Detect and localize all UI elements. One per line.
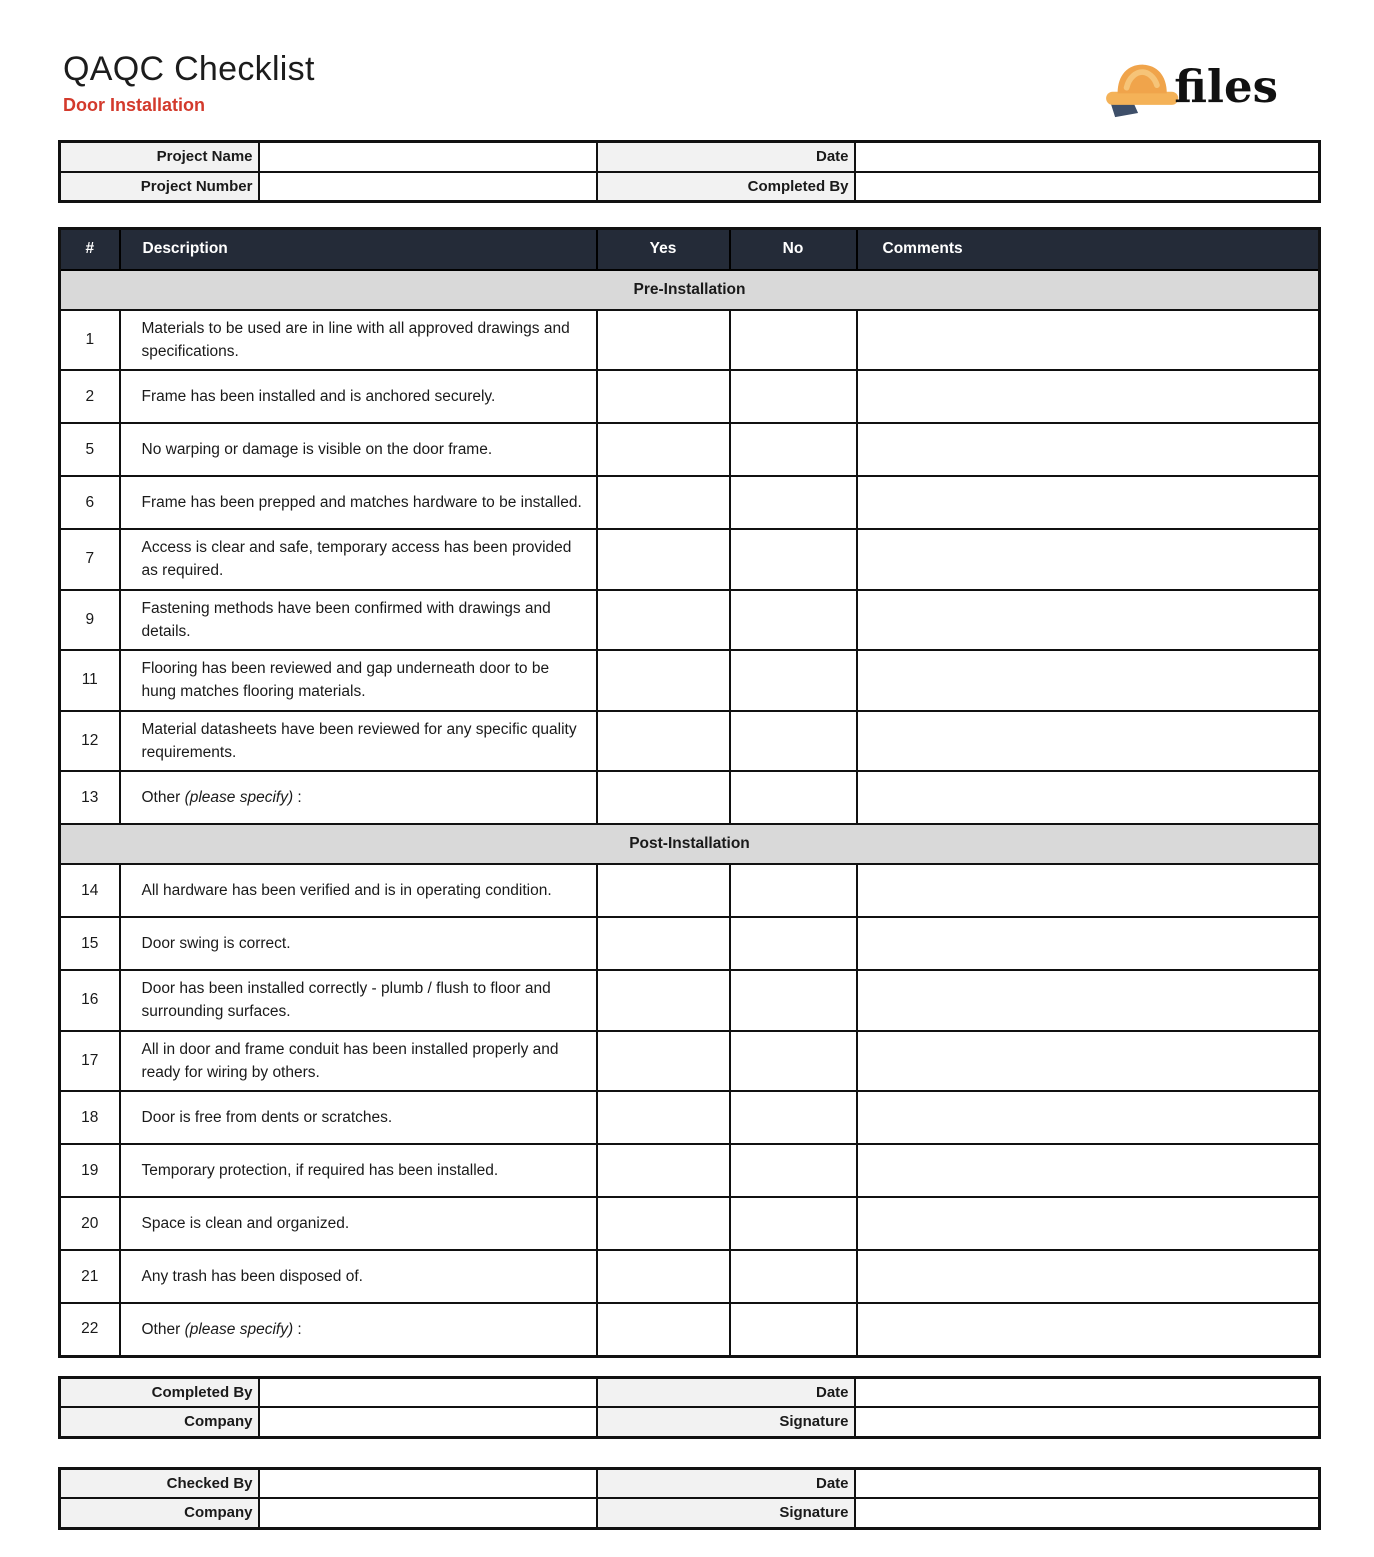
row-description <box>120 476 597 529</box>
row-description <box>120 1031 597 1092</box>
logo-text: files <box>1174 59 1278 113</box>
column-header-no: No <box>730 229 857 270</box>
item-text-italic: (please specify) <box>184 1320 294 1338</box>
item-text: All hardware has been verified and is in operating condition. <box>141 881 552 899</box>
section-title: Pre-Installation <box>60 270 1320 310</box>
completed-by-label: Completed By <box>597 172 855 202</box>
no-cell[interactable] <box>730 1197 857 1250</box>
row-description <box>120 1303 597 1356</box>
checked-by-table <box>58 1467 1321 1530</box>
comments-cell[interactable] <box>857 1031 1320 1092</box>
project-name-label: Project Name <box>60 142 259 172</box>
no-cell[interactable] <box>730 423 857 476</box>
signoff-row <box>60 1498 1320 1528</box>
yes-cell[interactable] <box>597 370 730 423</box>
yes-cell[interactable] <box>597 1031 730 1092</box>
item-text: Space is clean and organized. <box>141 1214 350 1232</box>
comments-cell[interactable] <box>857 1144 1320 1197</box>
item-text: Door swing is correct. <box>141 934 291 952</box>
row-number: 22 <box>60 1303 120 1356</box>
column-header-comments: Comments <box>857 229 1320 270</box>
row-number: 11 <box>60 650 120 711</box>
company-label: Company <box>60 1498 259 1528</box>
no-cell[interactable] <box>730 476 857 529</box>
signature-input[interactable] <box>855 1407 1320 1437</box>
completed-by-input[interactable] <box>259 1377 597 1407</box>
yes-cell[interactable] <box>597 423 730 476</box>
signoff-row <box>60 1377 1320 1407</box>
date-input[interactable] <box>855 142 1320 172</box>
checklist-row <box>60 476 1320 529</box>
checklist-row <box>60 1197 1320 1250</box>
row-description <box>120 650 597 711</box>
checklist-row <box>60 370 1320 423</box>
comments-cell[interactable] <box>857 370 1320 423</box>
column-header-description: Description <box>120 229 597 270</box>
completed-by-table <box>58 1376 1321 1439</box>
row-number: 6 <box>60 476 120 529</box>
section-row <box>60 270 1320 310</box>
checklist-row <box>60 650 1320 711</box>
checklist-row <box>60 1091 1320 1144</box>
no-cell[interactable] <box>730 590 857 651</box>
item-text: Other <box>141 1320 185 1338</box>
row-number: 18 <box>60 1091 120 1144</box>
no-cell[interactable] <box>730 864 857 917</box>
comments-cell[interactable] <box>857 529 1320 590</box>
no-cell[interactable] <box>730 970 857 1031</box>
row-description <box>120 590 597 651</box>
section-title: Post-Installation <box>60 824 1320 864</box>
row-number: 19 <box>60 1144 120 1197</box>
comments-cell[interactable] <box>857 476 1320 529</box>
no-cell[interactable] <box>730 711 857 772</box>
checklist-row <box>60 1250 1320 1303</box>
row-description <box>120 771 597 824</box>
yes-cell[interactable] <box>597 529 730 590</box>
row-description <box>120 711 597 772</box>
yes-cell[interactable] <box>597 1303 730 1356</box>
checklist-header-row <box>60 229 1320 270</box>
yes-cell[interactable] <box>597 476 730 529</box>
yes-cell[interactable] <box>597 771 730 824</box>
yes-cell[interactable] <box>597 310 730 371</box>
company-label: Company <box>60 1407 259 1437</box>
no-cell[interactable] <box>730 370 857 423</box>
row-description <box>120 1144 597 1197</box>
checklist-row <box>60 1144 1320 1197</box>
signature-label: Signature <box>597 1407 855 1437</box>
comments-cell[interactable] <box>857 711 1320 772</box>
project-info-row <box>60 172 1320 202</box>
item-text: Door is free from dents or scratches. <box>141 1108 393 1126</box>
item-text: Frame has been installed and is anchored securely. <box>141 387 496 405</box>
item-text: Materials to be used are in line with all approved drawings and specifications. <box>141 319 570 360</box>
no-cell[interactable] <box>730 529 857 590</box>
row-number: 14 <box>60 864 120 917</box>
yes-cell[interactable] <box>597 711 730 772</box>
section-row <box>60 824 1320 864</box>
checklist-row <box>60 590 1320 651</box>
comments-cell[interactable] <box>857 1303 1320 1356</box>
comments-cell[interactable] <box>857 310 1320 371</box>
title-block <box>58 50 315 116</box>
no-cell[interactable] <box>730 917 857 970</box>
no-cell[interactable] <box>730 1144 857 1197</box>
item-text: All in door and frame conduit has been installed properly and ready for wiring by others. <box>141 1040 559 1081</box>
item-text-suffix: : <box>293 1320 302 1338</box>
comments-cell[interactable] <box>857 1091 1320 1144</box>
row-description <box>120 970 597 1031</box>
project-info-row <box>60 142 1320 172</box>
checklist-row <box>60 310 1320 371</box>
no-cell[interactable] <box>730 650 857 711</box>
row-number: 17 <box>60 1031 120 1092</box>
comments-cell[interactable] <box>857 423 1320 476</box>
signature-label: Signature <box>597 1498 855 1528</box>
row-number: 9 <box>60 590 120 651</box>
yes-cell[interactable] <box>597 1144 730 1197</box>
row-number: 1 <box>60 310 120 371</box>
yes-cell[interactable] <box>597 1250 730 1303</box>
yes-cell[interactable] <box>597 864 730 917</box>
no-cell[interactable] <box>730 1091 857 1144</box>
signature-input[interactable] <box>855 1498 1320 1528</box>
checklist-row <box>60 970 1320 1031</box>
row-number: 12 <box>60 711 120 772</box>
item-text: Material datasheets have been reviewed for any specific quality requirements. <box>141 720 577 761</box>
brand-logo <box>1102 54 1278 118</box>
item-text: Any trash has been disposed of. <box>141 1267 363 1285</box>
item-text: Temporary protection, if required has been installed. <box>141 1161 499 1179</box>
document-content <box>58 0 1318 1530</box>
page-subtitle: Door Installation <box>63 95 206 115</box>
row-description <box>120 310 597 371</box>
item-text: Flooring has been reviewed and gap underneath door to be hung matches flooring materials. <box>141 660 550 701</box>
checklist-row <box>60 1303 1320 1356</box>
comments-cell[interactable] <box>857 970 1320 1031</box>
project-number-input[interactable] <box>259 172 597 202</box>
item-text: No warping or damage is visible on the door frame. <box>141 440 493 458</box>
column-header-yes: Yes <box>597 229 730 270</box>
item-text: Other <box>141 788 185 806</box>
comments-cell[interactable] <box>857 771 1320 824</box>
checklist-row <box>60 917 1320 970</box>
project-number-label: Project Number <box>60 172 259 202</box>
item-text-suffix: : <box>293 788 302 806</box>
yes-cell[interactable] <box>597 970 730 1031</box>
row-description <box>120 1197 597 1250</box>
checked-by-label: Checked By <box>60 1468 259 1498</box>
completed-by-label: Completed By <box>60 1377 259 1407</box>
row-number: 7 <box>60 529 120 590</box>
document-header <box>58 0 1318 140</box>
column-header-number: # <box>60 229 120 270</box>
yes-cell[interactable] <box>597 1197 730 1250</box>
project-info-table <box>58 140 1321 203</box>
date-input[interactable] <box>855 1377 1320 1407</box>
date-label: Date <box>597 1377 855 1407</box>
yes-cell[interactable] <box>597 590 730 651</box>
date-input[interactable] <box>855 1468 1320 1498</box>
project-name-input[interactable] <box>259 142 597 172</box>
row-description <box>120 529 597 590</box>
checklist-row <box>60 423 1320 476</box>
comments-cell[interactable] <box>857 1197 1320 1250</box>
row-description <box>120 370 597 423</box>
company-input[interactable] <box>259 1407 597 1437</box>
item-text: Fastening methods have been confirmed with drawings and details. <box>141 599 551 640</box>
checklist-row <box>60 864 1320 917</box>
row-description <box>120 917 597 970</box>
no-cell[interactable] <box>730 1031 857 1092</box>
row-number: 2 <box>60 370 120 423</box>
comments-cell[interactable] <box>857 864 1320 917</box>
row-number: 16 <box>60 970 120 1031</box>
no-cell[interactable] <box>730 771 857 824</box>
checklist-table <box>58 227 1321 1358</box>
row-description <box>120 1091 597 1144</box>
row-number: 5 <box>60 423 120 476</box>
comments-cell[interactable] <box>857 650 1320 711</box>
no-cell[interactable] <box>730 310 857 371</box>
date-label: Date <box>597 1468 855 1498</box>
yes-cell[interactable] <box>597 650 730 711</box>
no-cell[interactable] <box>730 1303 857 1356</box>
comments-cell[interactable] <box>857 1250 1320 1303</box>
checklist-row <box>60 529 1320 590</box>
checklist-row <box>60 711 1320 772</box>
row-description <box>120 1250 597 1303</box>
row-description <box>120 423 597 476</box>
checklist-row <box>60 1031 1320 1092</box>
row-number: 20 <box>60 1197 120 1250</box>
hard-hat-icon <box>1102 54 1184 118</box>
item-text: Frame has been prepped and matches hardware to be installed. <box>141 493 582 511</box>
comments-cell[interactable] <box>857 917 1320 970</box>
comments-cell[interactable] <box>857 590 1320 651</box>
yes-cell[interactable] <box>597 1091 730 1144</box>
row-number: 21 <box>60 1250 120 1303</box>
page-title: QAQC Checklist <box>63 50 315 88</box>
checked-by-input[interactable] <box>259 1468 597 1498</box>
signoff-row <box>60 1407 1320 1437</box>
date-label: Date <box>597 142 855 172</box>
company-input[interactable] <box>259 1498 597 1528</box>
item-text: Access is clear and safe, temporary access has been provided as required. <box>141 539 572 580</box>
row-number: 15 <box>60 917 120 970</box>
row-number: 13 <box>60 771 120 824</box>
yes-cell[interactable] <box>597 917 730 970</box>
no-cell[interactable] <box>730 1250 857 1303</box>
completed-by-input[interactable] <box>855 172 1320 202</box>
item-text: Door has been installed correctly - plumb / flush to floor and surrounding surfaces. <box>141 980 551 1021</box>
checklist-row <box>60 771 1320 824</box>
signoff-row <box>60 1468 1320 1498</box>
item-text-italic: (please specify) <box>184 788 294 806</box>
row-description <box>120 864 597 917</box>
